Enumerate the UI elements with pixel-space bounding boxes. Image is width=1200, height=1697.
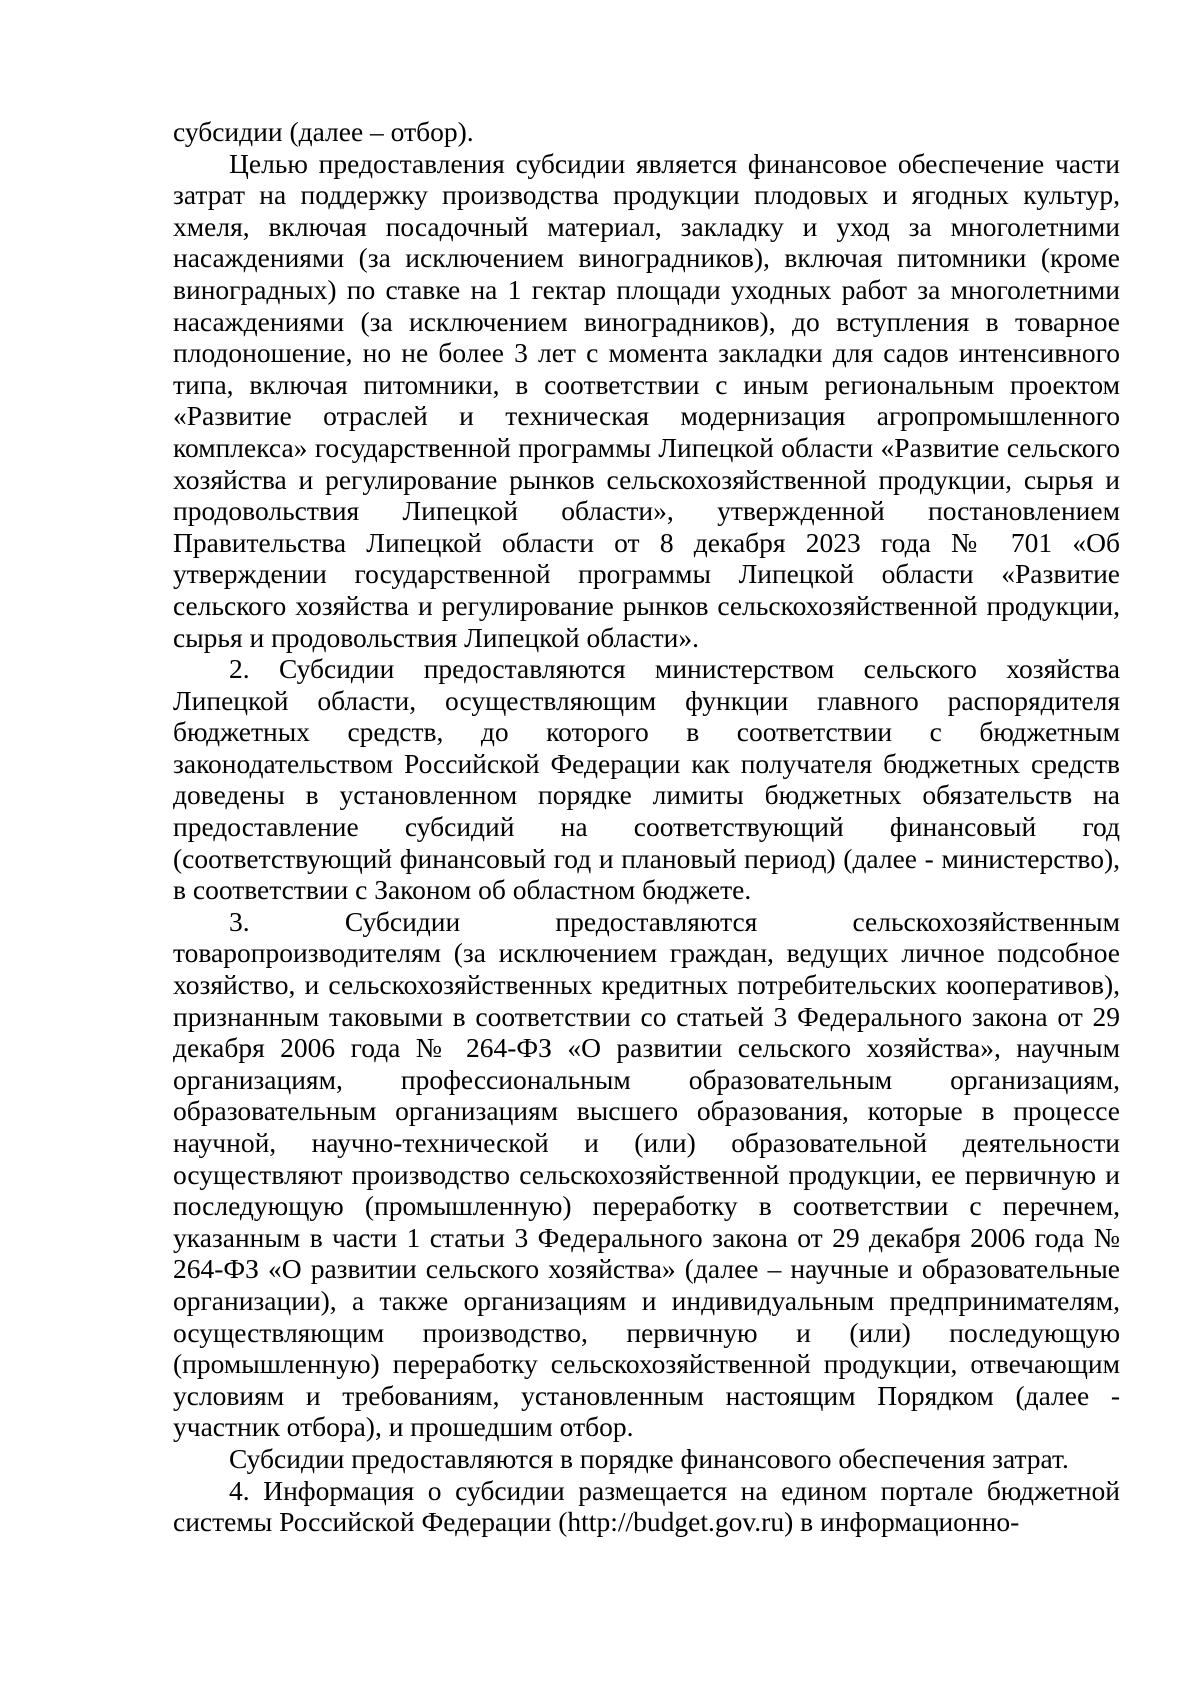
paragraph-item-4: 4. Информация о субсидии размещается на едином портале бюджетной системы Российской Федерации (http://budget.gov.ru) в информационно-: [173, 1474, 1120, 1538]
paragraph-purpose: Целью предоставления субсидии является финансовое обеспечение части затрат на поддержку производства продукции плодовых и ягодных культур, хмеля, включая посадочный материал, закладку и уход за многолетними насаждениями (за исключением виноградников), включая питомники (кроме виноградных) по ставке на 1 гектар площади уходных работ за многолетними насаждениями (за исключением виноградников), до вступления в товарное плодоношение, но не более 3 лет с момента закладки для садов интенсивного типа, включая питомники, в соответствии с иным региональным проектом «Развитие отраслей и техническая модернизация агропромышленного комплекса» государственной программы Липецкой области «Развитие сельского хозяйства и регулирование рынков сельскохозяйственной продукции, сырья и продовольствия Липецкой области», утвержденной постановлением Правительства Липецкой области от 8 декабря 2023 года № 701 «Об утверждении государственной программы Липецкой области «Развитие сельского хозяйства и регулирование рынков сельскохозяйственной продукции, сырья и продовольствия Липецкой области».: [173, 147, 1120, 653]
paragraph-continuation: субсидии (далее – отбор).: [173, 116, 474, 147]
paragraph-item-3: 3. Субсидии предоставляются сельскохозяйственным товаропроизводителям (за исключением граждан, ведущих личное подсобное хозяйство, и сельскохозяйственных кредитных потребительских кооперативов), признанным таковыми в соответствии со статьей 3 Федерального закона от 29 декабря 2006 года № 264-ФЗ «О развитии сельского хозяйства», научным организациям, профессиональным образовательным организациям, образовательным организациям высшего образования, которые в процессе научной, научно-технической и (или) образовательной деятельности осуществляют производство сельскохозяйственной продукции, ее первичную и последующую (промышленную) переработку в соответствии с перечнем, указанным в части 1 статьи 3 Федерального закона от 29 декабря 2006 года № 264-ФЗ «О развитии сельского хозяйства» (далее – научные и образовательные организации), а также организациям и индивидуальным предпринимателям, осуществляющим производство, первичную и (или) последующую (промышленную) переработку сельскохозяйственной продукции, отвечающим условиям и требованиям, установленным настоящим Порядком (далее - участник отбора), и прошедшим отбор.: [173, 905, 1120, 1443]
document-body: [173, 116, 1120, 1538]
paragraph-financing-note: Субсидии предоставляются в порядке финансового обеспечения затрат.: [229, 1442, 1069, 1474]
paragraph-item-2: 2. Субсидии предоставляются министерством сельского хозяйства Липецкой области, осуществляющим функции главного распорядителя бюджетных средств, до которого в соответствии с бюджетным законодательством Российской Федерации как получателя бюджетных средств доведены в установленном порядке лимиты бюджетных обязательств на предоставление субсидий на соответствующий финансовый год (соответствующий финансовый год и плановый период) (далее - министерство), в соответствии с Законом об областном бюджете.: [173, 653, 1120, 906]
